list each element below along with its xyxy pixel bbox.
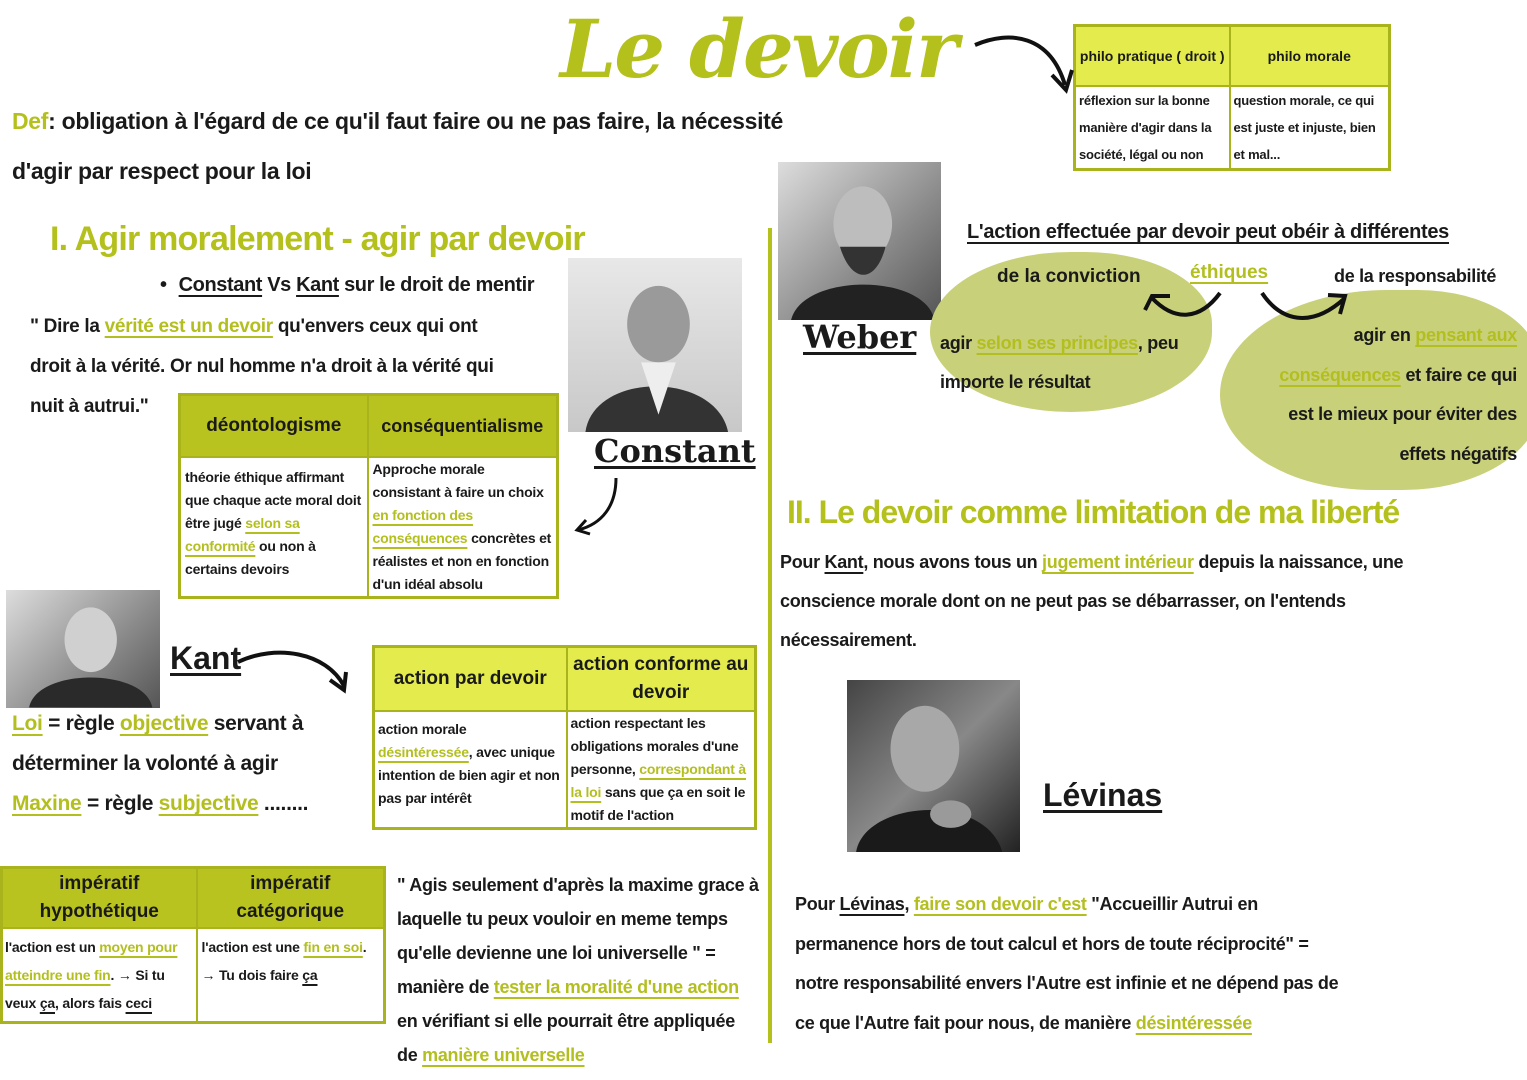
text-segment: ........ bbox=[258, 792, 309, 815]
quote-line bbox=[397, 1038, 759, 1072]
text-segment: servant à bbox=[208, 712, 304, 735]
table-header: déontologisme bbox=[180, 395, 368, 457]
highlighted-term: objective bbox=[119, 712, 209, 735]
section-1-heading: I. Agir moralement - agir par devoir bbox=[50, 220, 585, 258]
highlighted-term: manière universelle bbox=[422, 1045, 585, 1065]
table-header: philo morale bbox=[1230, 26, 1390, 86]
text-segment: , alors fais bbox=[55, 994, 126, 1011]
maxime-definition bbox=[12, 792, 308, 816]
text-line bbox=[780, 621, 1403, 660]
quote-line bbox=[397, 970, 759, 1004]
levinas-paragraph bbox=[795, 885, 1338, 1043]
text-segment: . → Tu dois faire bbox=[201, 938, 367, 983]
column-divider bbox=[768, 228, 772, 1043]
responsabilite-text bbox=[1279, 316, 1517, 474]
text-segment: " Agis seulement d'après la maxime grace à bbox=[397, 875, 759, 895]
text-segment: sur le droit de mentir bbox=[338, 274, 535, 296]
highlighted-term: Loi bbox=[12, 712, 43, 735]
definition-line-1 bbox=[12, 108, 783, 135]
highlighted-term: subjective bbox=[158, 792, 259, 815]
underlined-term: Constant bbox=[178, 274, 263, 296]
text-segment: : obligation à l'égard de ce qu'il faut faire ou ne pas faire, la nécessité bbox=[48, 108, 784, 134]
text-segment: permanence hors de tout calcul et hors de toute réciprocité" = bbox=[795, 933, 1309, 954]
table-cell bbox=[180, 457, 368, 598]
text-segment: théorie éthique affirmant que chaque acte moral doit être jugé bbox=[185, 468, 362, 531]
constant-portrait bbox=[568, 258, 742, 432]
underlined-term: Lévinas bbox=[839, 894, 905, 914]
table-cell bbox=[374, 711, 567, 829]
conviction-label: de la conviction bbox=[997, 266, 1141, 287]
constant-quote-line bbox=[30, 356, 494, 378]
text-line bbox=[795, 1004, 1338, 1044]
definition-line-2 bbox=[12, 158, 311, 185]
highlighted-term: vérité est un devoir bbox=[104, 316, 273, 337]
bullet-item bbox=[160, 274, 534, 297]
table-header: action par devoir bbox=[374, 647, 567, 711]
text-segment: effets négatifs bbox=[1399, 443, 1517, 464]
text-segment: qu'elle devienne une loi universelle " = bbox=[397, 943, 716, 963]
text-segment: = règle bbox=[81, 792, 159, 815]
text-segment: est le mieux pour éviter des bbox=[1288, 404, 1517, 424]
text-segment: Def bbox=[12, 108, 49, 134]
kant-maxime-quote bbox=[397, 868, 759, 1072]
weber-label: Weber bbox=[803, 318, 917, 356]
highlighted-term: fin en soi bbox=[303, 938, 363, 955]
text-segment: "Accueillir Autrui en bbox=[1086, 894, 1258, 914]
philo-table bbox=[1073, 24, 1391, 171]
text-segment: réflexion sur la bonne manière d'agir dans la société, légal ou non bbox=[1079, 92, 1212, 162]
highlighted-term: faire son devoir c'est bbox=[913, 894, 1087, 914]
text-segment: sans que ça en soit le motif de l'action bbox=[570, 783, 746, 823]
ethiques-label: éthiques bbox=[1190, 262, 1269, 283]
text-segment: concrètes et réalistes et non en fonction d'un idéal absolu bbox=[372, 529, 552, 592]
text-segment: nécessairement. bbox=[780, 630, 917, 650]
text-line bbox=[1279, 316, 1517, 356]
highlighted-term: tester la moralité d'une action bbox=[493, 977, 739, 997]
weber-heading: L'action effectuée par devoir peut obéir à différentes bbox=[967, 221, 1450, 243]
text-line bbox=[795, 885, 1338, 925]
text-segment: et faire ce qui bbox=[1400, 364, 1517, 385]
text-line bbox=[795, 964, 1338, 1004]
quote-line bbox=[397, 1004, 759, 1038]
text-segment: Pour bbox=[780, 552, 825, 572]
text-segment: droit à la vérité. Or nul homme n'a droit à la vérité qui bbox=[30, 356, 494, 377]
table-header: action conforme au devoir bbox=[567, 647, 756, 711]
highlighted-term: en fonction des conséquences bbox=[372, 506, 473, 546]
text-segment: , bbox=[904, 894, 914, 914]
text-line bbox=[1279, 395, 1517, 435]
text-segment: ou non à certains devoirs bbox=[185, 537, 316, 577]
conviction-text bbox=[940, 324, 1178, 402]
underlined-term: ceci bbox=[125, 994, 152, 1011]
text-segment: notre responsabilité envers l'Autre est infinie et ne dépend pas de bbox=[795, 973, 1339, 993]
text-line bbox=[940, 363, 1178, 402]
text-segment: Approche morale consistant à faire un choix bbox=[372, 460, 544, 500]
bullet-text bbox=[179, 274, 535, 296]
text-segment: d'agir par respect pour la loi bbox=[12, 158, 312, 184]
text-line bbox=[780, 582, 1403, 621]
text-segment: l'action est une bbox=[201, 938, 304, 955]
highlighted-term: Maxine bbox=[12, 792, 82, 815]
section-2-heading: II. Le devoir comme limitation de ma liberté bbox=[787, 494, 1400, 530]
highlighted-term: selon sa conformité bbox=[185, 514, 300, 554]
arrow-icon bbox=[572, 476, 622, 536]
constant-quote-line bbox=[30, 316, 477, 338]
text-segment: manière de bbox=[397, 977, 494, 997]
text-segment: . → Si tu veux bbox=[5, 966, 165, 1011]
highlighted-term: conséquences bbox=[1279, 364, 1401, 385]
loi-definition bbox=[12, 752, 278, 776]
text-segment: en vérifiant si elle pourrait être appliquée bbox=[397, 1011, 735, 1031]
weber-portrait bbox=[778, 162, 941, 320]
quote-line bbox=[397, 868, 759, 902]
text-line bbox=[940, 324, 1178, 363]
text-segment: , nous avons tous un bbox=[863, 552, 1043, 572]
kant-paragraph bbox=[780, 543, 1403, 660]
loi-definition bbox=[12, 712, 303, 736]
text-segment: " Dire la bbox=[30, 316, 105, 337]
text-segment: agir bbox=[940, 333, 977, 353]
bullet-icon: • bbox=[160, 274, 167, 296]
text-segment: = règle bbox=[42, 712, 120, 735]
text-segment: , avec unique intention de bien agir et non pas par intérêt bbox=[378, 743, 560, 806]
text-line bbox=[780, 543, 1403, 582]
table-header: impératif catégorique bbox=[197, 868, 385, 928]
text-segment: depuis la naissance, une bbox=[1193, 552, 1404, 572]
text-segment: Pour bbox=[795, 894, 840, 914]
text-segment: action morale bbox=[378, 720, 467, 737]
underlined-term: ça bbox=[302, 966, 318, 983]
imperatif-table bbox=[0, 866, 386, 1024]
responsabilite-label: de la responsabilité bbox=[1334, 266, 1497, 286]
text-segment: qu'envers ceux qui ont bbox=[272, 316, 478, 337]
text-segment: importe le résultat bbox=[940, 372, 1091, 392]
underlined-term: Kant bbox=[296, 274, 339, 296]
highlighted-term: pensant aux bbox=[1415, 325, 1517, 345]
table-cell bbox=[2, 928, 197, 1023]
text-segment: ce que l'Autre fait pour nous, de manière bbox=[795, 1012, 1136, 1033]
table-header: impératif hypothétique bbox=[2, 868, 197, 928]
table-cell bbox=[1075, 86, 1230, 170]
table-cell bbox=[567, 711, 756, 829]
kant-label: Kant bbox=[170, 640, 242, 676]
levinas-portrait bbox=[847, 680, 1020, 852]
action-table bbox=[372, 645, 757, 830]
table-header: conséquentialisme bbox=[368, 395, 558, 457]
highlighted-term: correspondant à la loi bbox=[570, 760, 746, 800]
highlighted-term: moyen pour atteindre une fin bbox=[5, 938, 178, 983]
text-line bbox=[1279, 356, 1517, 396]
levinas-label: Lévinas bbox=[1043, 777, 1163, 813]
highlighted-term: jugement intérieur bbox=[1042, 552, 1194, 572]
text-segment: déterminer la volonté à agir bbox=[12, 752, 278, 775]
ethics-table bbox=[178, 393, 559, 599]
text-segment: l'action est un bbox=[5, 938, 100, 955]
text-segment: Vs bbox=[262, 274, 297, 296]
underlined-term: ça bbox=[39, 994, 55, 1011]
text-segment: nuit à autrui." bbox=[30, 396, 149, 417]
table-cell bbox=[368, 457, 558, 598]
text-segment: laquelle tu peux vouloir en meme temps bbox=[397, 909, 728, 929]
page-title: Le devoir bbox=[560, 2, 957, 96]
arrow-icon bbox=[970, 30, 1080, 100]
highlighted-term: désintéressée bbox=[1135, 1012, 1252, 1033]
kant-portrait bbox=[6, 590, 160, 708]
constant-quote-line bbox=[30, 396, 149, 418]
underlined-term: Kant bbox=[824, 552, 864, 572]
table-header: philo pratique ( droit ) bbox=[1075, 26, 1230, 86]
table-cell bbox=[197, 928, 385, 1023]
quote-line bbox=[397, 902, 759, 936]
quote-line bbox=[397, 936, 759, 970]
highlighted-term: selon ses principes bbox=[976, 333, 1138, 353]
text-segment: conscience morale dont on ne peut pas se débarrasser, on l'entends bbox=[780, 591, 1346, 611]
text-segment: agir en bbox=[1353, 325, 1416, 345]
highlighted-term: désintéressée bbox=[378, 743, 469, 760]
text-segment: , peu bbox=[1137, 333, 1179, 353]
text-segment: de bbox=[397, 1045, 423, 1065]
arrow-icon bbox=[236, 648, 352, 694]
text-line bbox=[1279, 435, 1517, 475]
table-cell bbox=[1230, 86, 1390, 170]
text-segment: action respectant les obligations morales d'une personne, bbox=[570, 714, 739, 777]
constant-label: Constant bbox=[594, 432, 756, 470]
text-segment: question morale, ce qui est juste et injuste, bien et mal... bbox=[1233, 92, 1376, 162]
text-line bbox=[795, 925, 1338, 965]
